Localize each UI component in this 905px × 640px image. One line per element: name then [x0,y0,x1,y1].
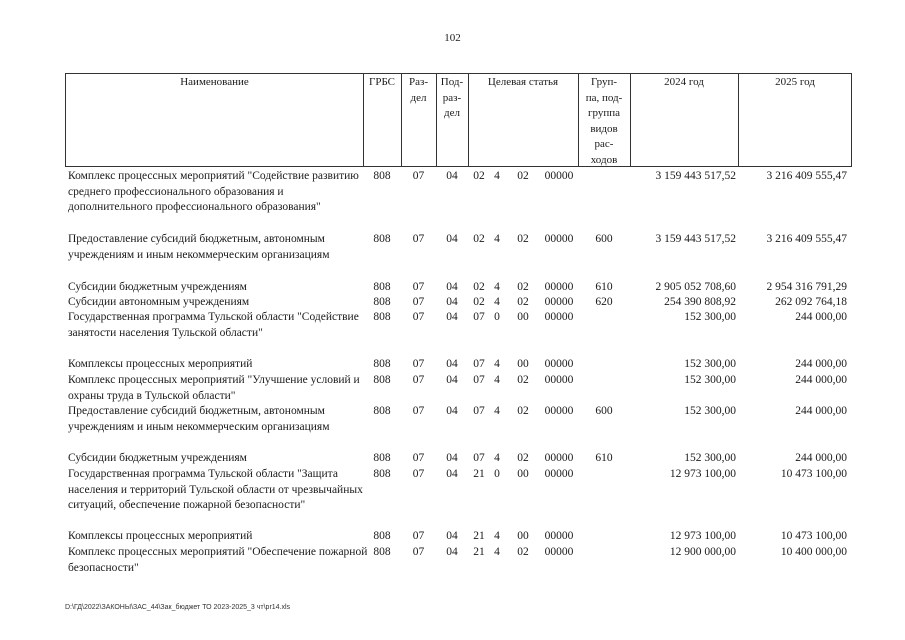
row-t1: 21 [473,546,485,558]
row-grbs: 808 [373,281,391,293]
row-t3: 02 [517,281,529,293]
row-grbs: 808 [373,170,391,182]
row-y2025: 244 000,00 [795,358,847,370]
row-t1: 21 [473,530,485,542]
row-y2024: 12 973 100,00 [669,530,736,542]
row-vr: 620 [595,296,613,308]
row-rz: 07 [412,170,425,182]
row-rz: 07 [412,296,425,308]
row-y2024: 152 300,00 [684,452,736,464]
row-y2025: 244 000,00 [795,374,847,386]
row-t1: 02 [473,296,485,308]
row-y2024: 254 390 808,92 [664,296,736,308]
row-pr: 04 [446,311,458,323]
row-name: Субсидии бюджетным учреждениям [68,452,247,464]
row-grbs: 808 [373,358,391,370]
row-grbs: 808 [373,374,391,386]
row-name: Комплекс процессных мероприятий "Улучшение условий и охраны труда в Тульской области" [68,374,360,402]
row-y2024: 152 300,00 [684,374,736,386]
header-name: Наименование [180,76,249,88]
row-name: Субсидии автономным учреждениям [68,296,250,308]
row-pr: 04 [446,452,458,464]
row-y2025: 262 092 764,18 [775,296,847,308]
row-name: Комплексы процессных мероприятий [68,358,253,370]
row-t2: 4 [494,281,500,293]
row-t2: 4 [494,233,500,245]
row-grbs: 808 [373,468,391,480]
row-name: Субсидии бюджетным учреждениям [68,281,247,293]
row-vr: 610 [595,281,613,293]
row-y2024: 2 905 052 708,60 [655,281,736,293]
row-name: Комплексы процессных мероприятий [68,530,253,542]
row-t2: 4 [494,296,500,308]
row-t3: 02 [517,452,529,464]
row-t1: 07 [473,374,485,386]
row-t2: 4 [494,358,500,370]
row-pr: 04 [446,405,458,417]
row-t3: 00 [517,311,529,323]
row-y2024: 152 300,00 [684,358,736,370]
row-y2024: 12 900 000,00 [669,546,736,558]
page-number: 102 [444,32,461,44]
row-pr: 04 [446,296,458,308]
row-grbs: 808 [373,233,391,245]
row-name: Государственная программа Тульской области "Содействие занятости населения Тульской области" [68,311,359,339]
row-grbs: 808 [373,296,391,308]
row-t3: 02 [517,546,529,558]
row-y2024: 3 159 443 517,52 [655,233,736,245]
file-path: D:\ГД\2022\ЗАКОНЫ\ЗАС_44\Зак_бюджет ТО 2023-2025_3 чт\pr14.xls [65,604,291,611]
row-t4: 00000 [544,233,574,245]
row-pr: 04 [446,374,458,386]
row-y2024: 3 159 443 517,52 [655,170,736,182]
row-pr: 04 [446,530,458,542]
row-t4: 00000 [544,358,574,370]
row-pr: 04 [446,358,458,370]
row-y2025: 10 473 100,00 [780,468,847,480]
row-t4: 00000 [544,530,574,542]
row-pr: 04 [446,170,458,182]
row-name: Предоставление субсидий бюджетным, автономным учреждениям и иным некоммерческим организациям [68,405,330,433]
row-t1: 21 [473,468,485,480]
row-rz: 07 [412,311,425,323]
header-group: Груп- па, под- группа видов рас- ходов [585,76,623,166]
row-rz: 07 [412,358,425,370]
row-t4: 00000 [544,374,574,386]
row-pr: 04 [446,281,458,293]
row-vr: 600 [595,233,613,245]
row-t1: 07 [473,358,485,370]
header-target: Целевая статья [487,76,559,88]
row-y2025: 244 000,00 [795,311,847,323]
row-y2025: 10 400 000,00 [780,546,847,558]
row-pr: 04 [446,546,458,558]
row-y2024: 12 973 100,00 [669,468,736,480]
row-t2: 0 [494,311,500,323]
row-rz: 07 [412,468,425,480]
row-t2: 4 [494,452,500,464]
row-t1: 02 [473,281,485,293]
row-t3: 02 [517,405,529,417]
header-grbs: ГРБС [368,76,396,88]
row-y2024: 152 300,00 [684,405,736,417]
row-t4: 00000 [544,546,574,558]
row-t2: 4 [494,530,500,542]
row-grbs: 808 [373,546,391,558]
header-2024: 2024 год [664,76,704,88]
row-t4: 00000 [544,468,574,480]
row-y2025: 244 000,00 [795,405,847,417]
row-t4: 00000 [544,405,574,417]
header-podrazdel: Под- раз- дел [440,76,464,119]
row-t1: 07 [473,405,485,417]
row-rz: 07 [412,405,425,417]
row-t4: 00000 [544,311,574,323]
row-y2025: 10 473 100,00 [780,530,847,542]
row-t1: 02 [473,233,485,245]
row-vr: 610 [595,452,613,464]
row-t3: 00 [517,530,529,542]
row-name: Комплекс процессных мероприятий "Содействие развитию среднего профессионального образования и дополнительного профессионального образования" [68,170,359,213]
row-t1: 07 [473,452,485,464]
header-2025: 2025 год [775,76,815,88]
row-t2: 4 [494,170,500,182]
row-y2025: 244 000,00 [795,452,847,464]
row-grbs: 808 [373,311,391,323]
row-pr: 04 [446,233,458,245]
row-rz: 07 [412,546,425,558]
row-t2: 0 [494,468,500,480]
row-name: Предоставление субсидий бюджетным, автономным учреждениям и иным некоммерческим организациям [68,233,330,261]
row-rz: 07 [412,530,425,542]
row-pr: 04 [446,468,458,480]
row-t2: 4 [494,546,500,558]
row-rz: 07 [412,233,425,245]
row-grbs: 808 [373,452,391,464]
row-name: Государственная программа Тульской области "Защита населения и территорий Тульской области от чрезвычайных ситуаций, обеспечение пожарной безопасности" [68,468,363,511]
row-y2025: 2 954 316 791,29 [766,281,847,293]
row-t3: 02 [517,233,529,245]
header-razdel: Раз- дел [408,76,428,104]
row-y2025: 3 216 409 555,47 [766,233,847,245]
row-t3: 00 [517,358,529,370]
row-t3: 02 [517,374,529,386]
row-t4: 00000 [544,452,574,464]
row-grbs: 808 [373,530,391,542]
row-t4: 00000 [544,281,574,293]
row-t1: 02 [473,170,485,182]
row-t4: 00000 [544,296,574,308]
row-grbs: 808 [373,405,391,417]
row-t3: 02 [517,170,529,182]
row-vr: 600 [595,405,613,417]
row-t3: 00 [517,468,529,480]
row-rz: 07 [412,281,425,293]
row-y2025: 3 216 409 555,47 [766,170,847,182]
row-t3: 02 [517,296,529,308]
row-rz: 07 [412,374,425,386]
row-t4: 00000 [544,170,574,182]
row-rz: 07 [412,452,425,464]
row-t2: 4 [494,405,500,417]
row-t2: 4 [494,374,500,386]
row-t1: 07 [473,311,485,323]
row-y2024: 152 300,00 [684,311,736,323]
row-name: Комплекс процессных мероприятий "Обеспечение пожарной безопасности" [68,546,368,574]
